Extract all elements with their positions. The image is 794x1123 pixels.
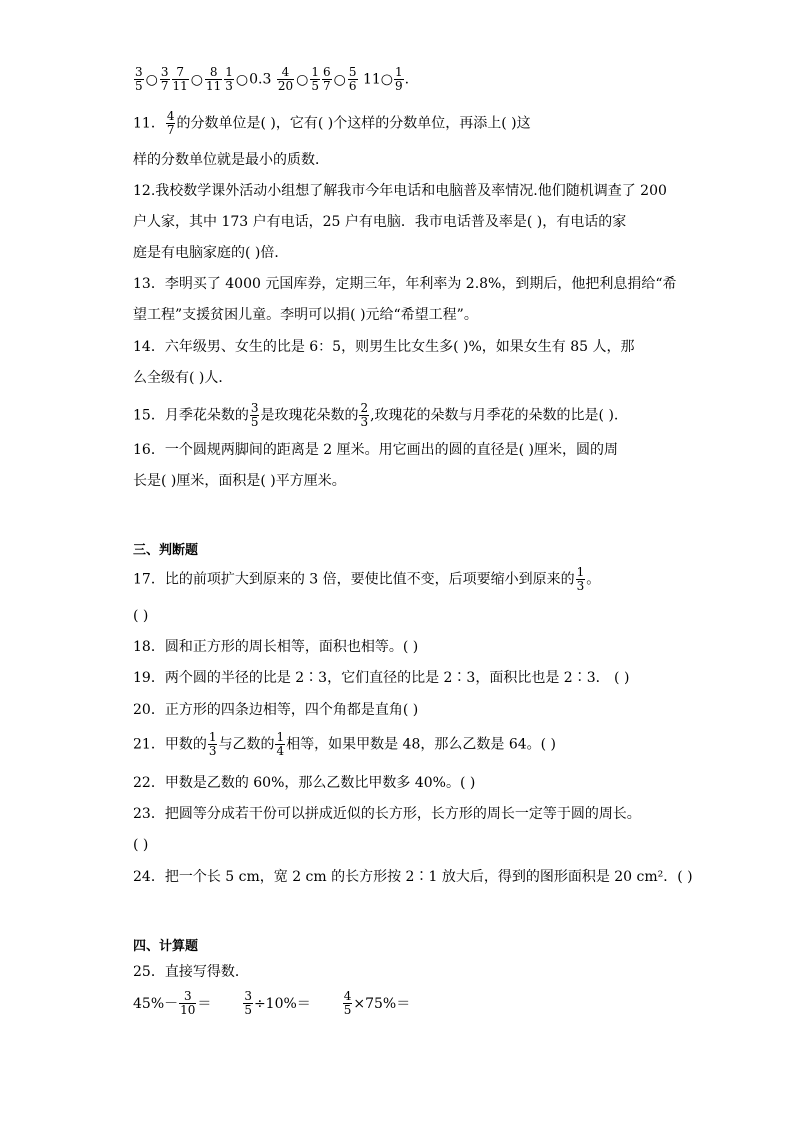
question-23-answer: ( ) — [133, 837, 149, 853]
compare-row: $\frac{3}{5}$ ○ $\frac{3}{7}$ $\frac{7}{11}$ ○ $\frac{8}{11}$ $\frac{1}{3}$ ○0.3 $\frac{4}{20}$ ○ $\frac{1}{5}$ $\frac{6}{7}$ ○ $\frac{5}{6}$ 11○ $\frac{1}{9}$ . — [135, 65, 410, 93]
fraction: $\frac{1}{3}$ — [576, 565, 585, 593]
question-20: 20．正方形的四条边相等，四个角都是直角( ) — [133, 702, 419, 718]
question-21: 21．甲数的 $\frac{1}{3}$ 与乙数的 $\frac{1}{4}$ 相等，如果甲数是 48，那么乙数是 64。( ) — [133, 730, 557, 758]
fraction: $\frac{1}{3}$ — [208, 730, 217, 758]
fraction: $\frac{4}{7}$ — [166, 109, 175, 137]
question-13: 13．李明买了 4000 元国库券，定期三年，年利率为 2.8%，到期后，他把利息捐给“希 — [133, 276, 677, 292]
fraction: $\frac{1}{4}$ — [276, 730, 285, 758]
question-11: 11． $\frac{4}{7}$ 的分数单位是( )，它有( )个这样的分数单位，再添上( )这 — [133, 109, 531, 137]
question-16-cont: 长是( )厘米，面积是( )平方厘米。 — [133, 473, 346, 489]
question-22: 22．甲数是乙数的 60%，那么乙数比甲数多 40%。( ) — [133, 775, 476, 791]
question-24: 24．把一个长 5 cm，宽 2 cm 的长方形按 2∶1 放大后，得到的图形面积是 20 cm²．( ) — [133, 869, 693, 885]
expression-2: $\frac{3}{5}$ ÷10%＝ — [244, 989, 311, 1017]
question-19: 19．两个圆的半径的比是 2∶3，它们直径的比是 2∶3，面积比也是 2∶3． ( ) — [133, 670, 630, 686]
question-17: 17．比的前项扩大到原来的 3 倍，要使比值不变，后项要缩小到原来的 $\frac{1}{3}$ 。 — [133, 565, 601, 593]
question-12-cont2: 庭是有电脑家庭的( )倍． — [133, 245, 289, 261]
question-13-cont: 望工程”支援贫困儿童。李明可以捐( )元给“希望工程”。 — [133, 307, 478, 323]
fraction: $\frac{4}{20}$ — [277, 65, 294, 93]
question-25: 25．直接写得数． — [133, 964, 249, 980]
question-16: 16．一个圆规两脚间的距离是 2 厘米。用它画出的圆的直径是( )厘米，圆的周 — [133, 442, 618, 458]
question-25-expressions — [133, 990, 674, 1024]
section-title-judgment: 三、判断题 — [133, 543, 199, 558]
fraction: $\frac{4}{5}$ — [343, 989, 352, 1017]
fraction: $\frac{5}{6}$ — [348, 65, 357, 93]
question-23: 23．把圆等分成若干份可以拼成近似的长方形，长方形的周长一定等于圆的周长。 — [133, 806, 641, 822]
question-14-cont: 么全级有( )人． — [133, 370, 233, 386]
section-title-calculation: 四、计算题 — [133, 939, 199, 954]
fraction: $\frac{1}{9}$ — [394, 65, 403, 93]
fraction: $\frac{3}{7}$ — [160, 65, 169, 93]
expression-1: 45%－ $\frac{3}{10}$ ＝ — [133, 989, 212, 1017]
fraction: $\frac{2}{3}$ — [360, 401, 369, 429]
expression-3: $\frac{4}{5}$ ×75%＝ — [343, 989, 411, 1017]
fraction: $\frac{8}{11}$ — [206, 65, 222, 93]
question-12: 12.我校数学课外活动小组想了解我市今年电话和电脑普及率情况.他们随机调查了 200 — [133, 183, 667, 199]
question-18: 18．圆和正方形的周长相等，面积也相等。( ) — [133, 639, 419, 655]
fraction: $\frac{7}{11}$ — [172, 65, 188, 93]
fraction: $\frac{3}{10}$ — [180, 989, 196, 1017]
fraction: $\frac{3}{5}$ — [244, 989, 252, 1017]
question-15: 15．月季花朵数的 $\frac{3}{5}$ 是玫瑰花朵数的 $\frac{2}{3}$ ,玫瑰花的朵数与月季花的朵数的比是( ). — [133, 401, 619, 429]
fraction: $\frac{6}{7}$ — [323, 65, 331, 93]
question-12-cont: 户人家，其中 173 户有电话，25 户有电脑．我市电话普及率是( )，有电话的家 — [133, 214, 627, 230]
fraction: $\frac{3}{5}$ — [250, 401, 259, 429]
fraction: $\frac{1}{5}$ — [311, 65, 319, 93]
question-11-cont: 样的分数单位就是最小的质数． — [133, 152, 329, 168]
fraction: $\frac{3}{5}$ — [135, 65, 143, 93]
question-14: 14．六年级男、女生的比是 6：5，则男生比女生多( )%，如果女生有 85 人，那 — [133, 339, 635, 355]
question-17-answer: ( ) — [133, 608, 149, 624]
fraction: $\frac{1}{3}$ — [225, 65, 233, 93]
